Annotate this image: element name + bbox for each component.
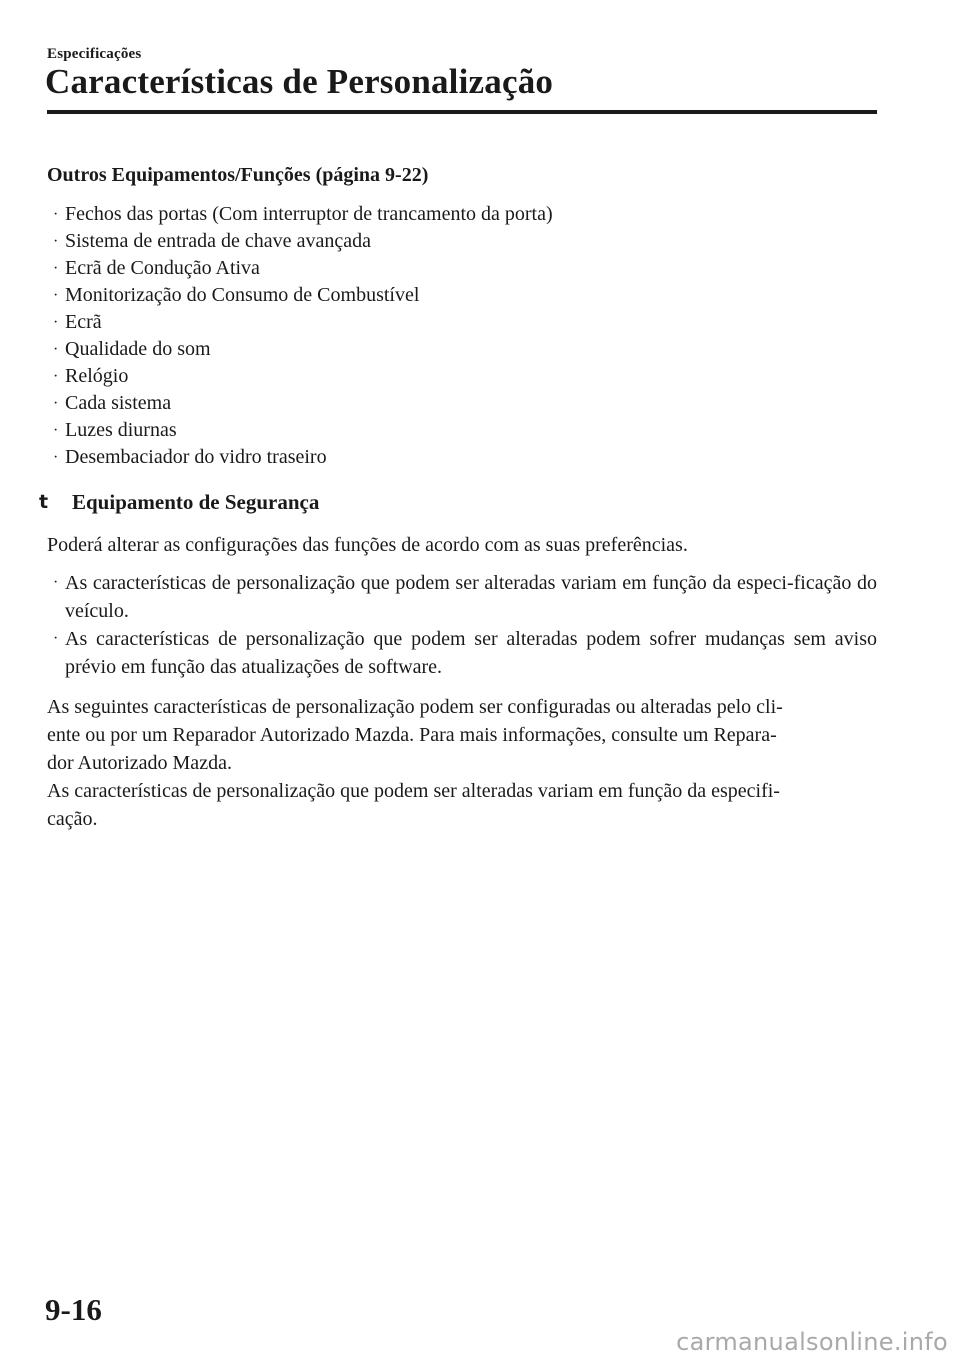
seguranca-intro: Poderá alterar as configurações das funções de acordo com as suas preferências. [47, 534, 688, 556]
list-item: · Qualidade do som [47, 336, 877, 363]
bullet-dot: · [53, 206, 59, 223]
content [39, 162, 877, 833]
list-item: · Relógio [47, 363, 877, 390]
bullet-dot: · [53, 260, 59, 277]
paragraph-line: dor Autorizado Mazda. [47, 752, 232, 774]
paragraph-line: ente ou por um Reparador Autorizado Mazda. Para mais informações, consulte um Repara- [47, 724, 777, 746]
paragraph-line: cação. [47, 808, 98, 830]
bullet-dot: · [53, 630, 59, 647]
watermark: carmanualsonline.info [676, 1328, 948, 1356]
list-item: · Monitorização do Consumo de Combustível [47, 282, 877, 309]
list-item: · Ecrã de Condução Ativa [47, 255, 877, 282]
list-item: · Luzes diurnas [47, 417, 877, 444]
bullet-dot: · [53, 287, 59, 304]
chapter-label: Especificações [47, 46, 142, 62]
paragraph-line: As seguintes características de personalização podem ser configuradas ou alteradas pelo cli- [47, 696, 783, 718]
list-item: · Sistema de entrada de chave avançada [47, 228, 877, 255]
bullet-dot: · [53, 314, 59, 331]
seguranca-heading-label: Equipamento de Segurança [72, 490, 320, 514]
bullet-dot: · [53, 574, 59, 591]
bullet-dot: · [53, 233, 59, 250]
list-item: · Fechos das portas (Com interruptor de trancamento da porta) [47, 201, 877, 228]
bullet-dot: · [53, 368, 59, 385]
bullet-dot: · [53, 449, 59, 466]
list-item: · As características de personalização que podem ser alteradas podem sofrer mudanças sem aviso prévio em função das atualizações de software. [47, 625, 877, 681]
bullet-dot: · [53, 422, 59, 439]
list-item: · Ecrã [47, 309, 877, 336]
seguranca-notes [47, 569, 877, 681]
outros-heading: Outros Equipamentos/Funções (página 9-22) [47, 164, 429, 186]
outros-list [47, 201, 877, 471]
seguranca-heading [39, 485, 877, 519]
page-title: Características de Personalização [45, 62, 554, 101]
bullet-dot: · [53, 395, 59, 412]
title-rule [47, 110, 877, 114]
list-item: · Desembaciador do vidro traseiro [47, 444, 877, 471]
seguranca-paragraph [47, 693, 877, 833]
section-marker-icon: t [39, 491, 49, 513]
list-item: · As características de personalização que podem ser alteradas variam em função da especi-ficação do veículo. [47, 569, 877, 625]
bullet-dot: · [53, 341, 59, 358]
page-number: 9-16 [45, 1292, 102, 1327]
list-item: · Cada sistema [47, 390, 877, 417]
paragraph-line: As características de personalização que podem ser alteradas variam em função da especifi- [47, 780, 780, 802]
